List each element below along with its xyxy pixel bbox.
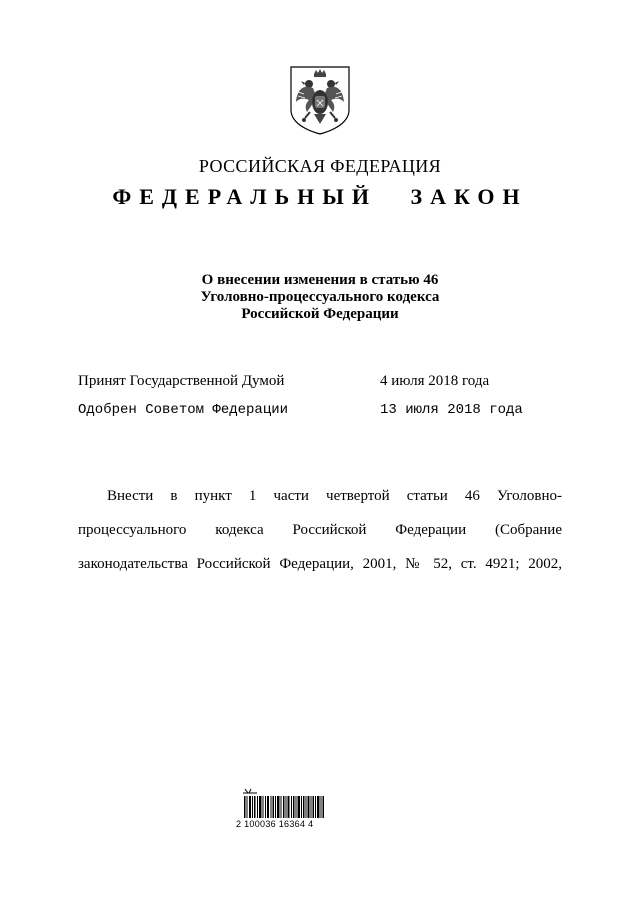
approval-council-label: Одобрен Советом Федерации [78,402,289,418]
law-body-text [78,479,562,581]
country-name: РОССИЙСКАЯ ФЕДЕРАЦИЯ [198,156,442,176]
law-title-line: Российской Федерации [241,306,399,322]
law-title-line: Уголовно-процессуального кодекса [200,289,440,305]
approval-council-row [78,402,578,422]
document-type-heading: ФЕДЕРАЛЬНЫЙ ЗАКОН [112,184,528,209]
body-line: процессуального кодекса Российской Федерации (Собрание [78,522,562,538]
body-line: законодательства Российской Федерации, 2001, № 52, ст. 4921; 2002, [78,556,562,572]
adoption-duma-row [78,373,578,393]
approval-council-date: 13 июля 2018 года [380,402,523,418]
adoption-duma-date: 4 июля 2018 года [380,373,490,389]
law-title-line: О внесении изменения в статью 46 [201,272,439,288]
barcode-number: 2 100036 16364 4 [236,819,314,829]
adoption-duma-label: Принят Государственной Думой [78,373,285,389]
barcode-block [236,788,332,836]
barcode-icon [244,796,324,818]
law-title [0,272,640,323]
coat-of-arms-icon [287,64,353,136]
barcode-corner-mark-icon [242,788,258,794]
coat-of-arms-emblem [287,64,353,136]
body-line: Внести в пункт 1 части четвертой статьи 46 Уголовно- [107,488,562,504]
